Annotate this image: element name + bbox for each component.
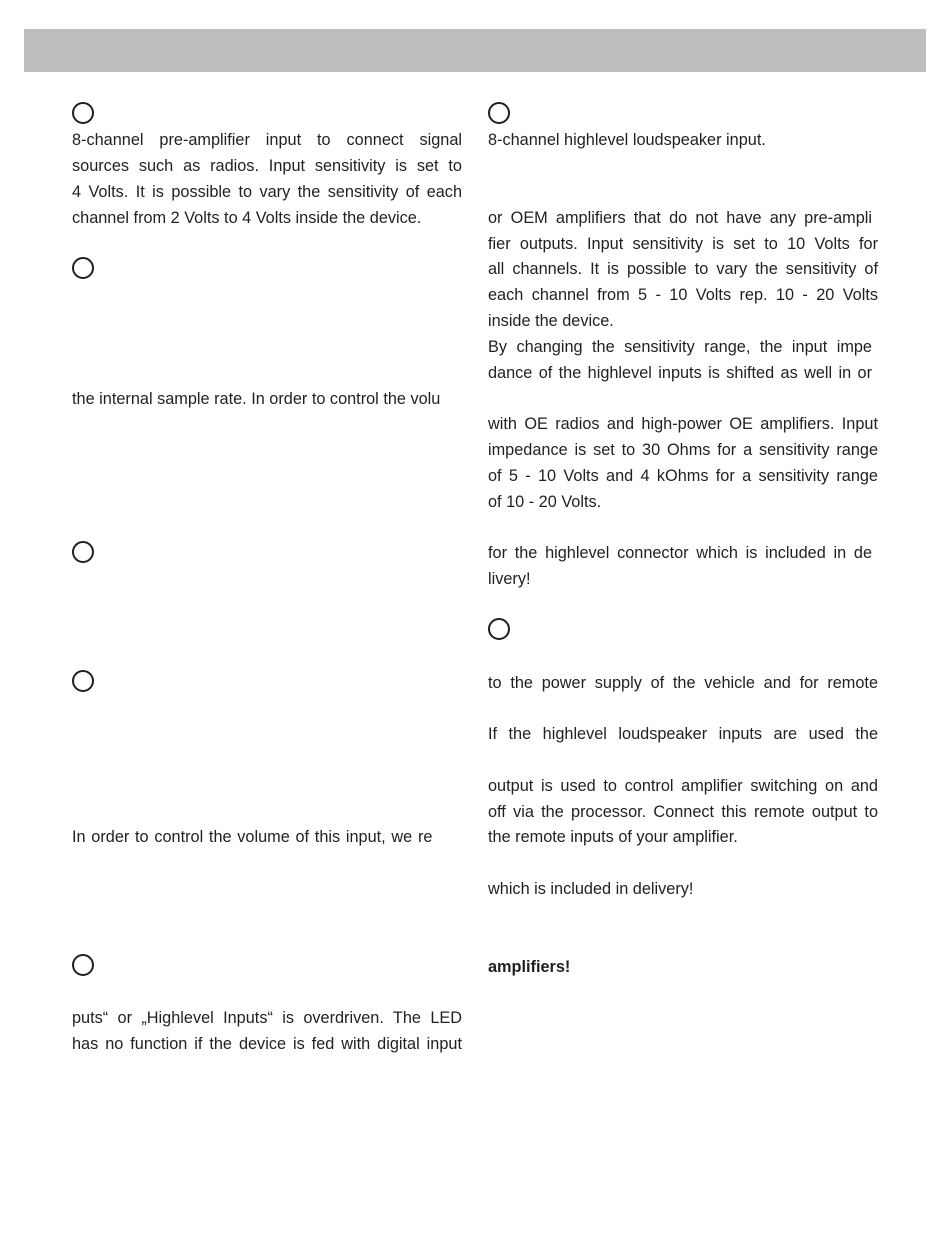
section-marker-circle <box>72 954 94 976</box>
text-line: or OEM amplifiers that do not have any pre-ampli <box>488 209 872 227</box>
text-line: impedance is set to 30 Ohms for a sensitivity range <box>488 441 878 459</box>
text-line: the remote inputs of your amplifier. <box>488 828 738 846</box>
text-line-bold: amplifiers! <box>488 958 571 976</box>
text-line: By changing the sensitivity range, the input impe <box>488 338 872 356</box>
text-line: inside the device. <box>488 312 614 330</box>
section-marker-circle <box>72 670 94 692</box>
section-marker-circle <box>72 257 94 279</box>
text-line: each channel from 5 - 10 Volts rep. 10 - 20 Volts <box>488 286 878 304</box>
text-line: of 5 - 10 Volts and 4 kOhms for a sensitivity range <box>488 467 878 485</box>
section-marker-circle <box>488 102 510 124</box>
text-line: livery! <box>488 570 531 588</box>
text-line: for the highlevel connector which is included in de <box>488 544 872 562</box>
section-marker-circle <box>72 541 94 563</box>
text-line: with OE radios and high-power OE amplifiers. Input <box>488 415 878 433</box>
text-line: to the power supply of the vehicle and for remote <box>488 674 878 692</box>
text-line: 8-channel pre-amplifier input to connect signal <box>72 131 462 149</box>
text-line: puts“ or „Highlevel Inputs“ is overdriven. The LED <box>72 1009 462 1027</box>
text-line: 4 Volts. It is possible to vary the sensitivity of each <box>72 183 462 201</box>
header-bar <box>24 29 926 72</box>
text-line: sources such as radios. Input sensitivity is set to <box>72 157 462 175</box>
section-marker-circle <box>488 618 510 640</box>
section-marker-circle <box>72 102 94 124</box>
text-line: has no function if the device is fed with digital input <box>72 1035 462 1053</box>
text-line: all channels. It is possible to vary the sensitivity of <box>488 260 878 278</box>
text-line: 8-channel highlevel loudspeaker input. <box>488 131 766 149</box>
text-line: If the highlevel loudspeaker inputs are used the <box>488 725 878 743</box>
text-line: off via the processor. Connect this remote output to <box>488 803 878 821</box>
text-line: of 10 - 20 Volts. <box>488 493 602 511</box>
text-line: channel from 2 Volts to 4 Volts inside the device. <box>72 209 422 227</box>
text-line: In order to control the volume of this input, we re <box>72 828 433 846</box>
text-line: the internal sample rate. In order to control the volu <box>72 390 441 408</box>
text-line: fier outputs. Input sensitivity is set to 10 Volts for <box>488 235 878 253</box>
text-line: output is used to control amplifier switching on and <box>488 777 878 795</box>
text-line: which is included in delivery! <box>488 880 694 898</box>
text-line: dance of the highlevel inputs is shifted as well in or <box>488 364 872 382</box>
